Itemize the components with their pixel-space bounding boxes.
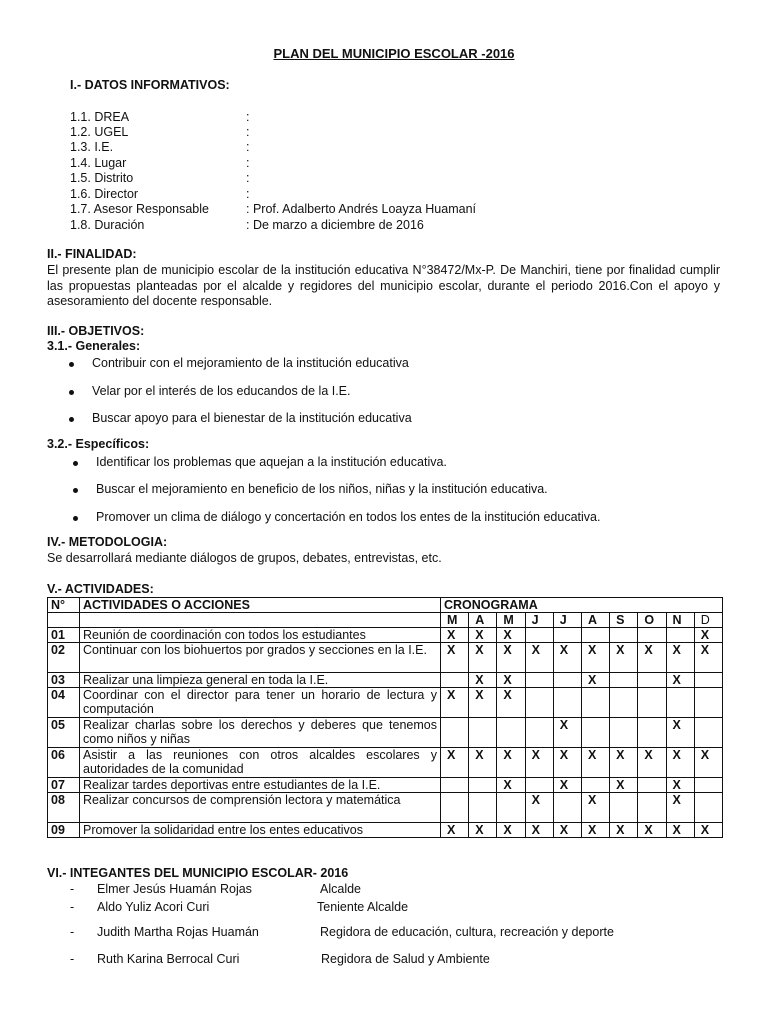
schedule-mark xyxy=(525,688,553,718)
schedule-mark: X xyxy=(497,673,525,688)
bullet-icon xyxy=(69,390,74,395)
section-metodologia-heading: IV.- METODOLOGIA: xyxy=(47,535,168,549)
table-row xyxy=(48,673,723,688)
schedule-mark: X xyxy=(553,778,581,793)
table-row xyxy=(48,748,723,778)
schedule-mark: X xyxy=(666,748,694,778)
activity-description: Realizar una limpieza general en toda la I.E. xyxy=(80,673,441,688)
schedule-mark: X xyxy=(581,643,609,673)
schedule-mark xyxy=(553,688,581,718)
section-datos-heading: I.- DATOS INFORMATIVOS: xyxy=(70,78,230,92)
schedule-mark: X xyxy=(497,628,525,643)
schedule-mark xyxy=(638,718,666,748)
schedule-mark xyxy=(441,673,469,688)
section-objetivos-heading: III.- OBJETIVOS: xyxy=(47,324,145,338)
schedule-mark: X xyxy=(638,748,666,778)
section-integrantes-heading: VI.- INTEGANTES DEL MUNICIPIO ESCOLAR- 2016 xyxy=(47,866,349,880)
col-activity-header: ACTIVIDADES O ACCIONES xyxy=(80,598,441,613)
schedule-mark xyxy=(441,718,469,748)
table-cell xyxy=(80,613,441,628)
schedule-mark xyxy=(469,793,497,823)
schedule-mark xyxy=(525,673,553,688)
schedule-mark xyxy=(694,688,722,718)
schedule-mark xyxy=(553,628,581,643)
month-header: N xyxy=(666,613,694,628)
schedule-mark: X xyxy=(666,823,694,838)
schedule-mark xyxy=(694,778,722,793)
schedule-mark: X xyxy=(469,748,497,778)
schedule-mark: X xyxy=(694,628,722,643)
schedule-mark xyxy=(694,673,722,688)
activities-table xyxy=(47,597,723,838)
table-row xyxy=(48,628,723,643)
schedule-mark xyxy=(638,688,666,718)
activity-number: 02 xyxy=(48,643,80,673)
schedule-mark xyxy=(694,718,722,748)
table-row xyxy=(48,778,723,793)
schedule-mark: X xyxy=(553,643,581,673)
schedule-mark: X xyxy=(610,643,638,673)
activity-number: 07 xyxy=(48,778,80,793)
schedule-mark xyxy=(497,718,525,748)
schedule-mark: X xyxy=(497,688,525,718)
month-header: D xyxy=(694,613,722,628)
month-header: J xyxy=(525,613,553,628)
table-row xyxy=(48,718,723,748)
schedule-mark xyxy=(441,793,469,823)
schedule-mark: X xyxy=(469,823,497,838)
schedule-mark: X xyxy=(441,823,469,838)
activity-description: Realizar tardes deportivas entre estudiantes de la I.E. xyxy=(80,778,441,793)
schedule-mark: X xyxy=(525,748,553,778)
schedule-mark xyxy=(581,718,609,748)
table-row xyxy=(48,688,723,718)
schedule-mark: X xyxy=(581,673,609,688)
table-cell xyxy=(48,613,80,628)
schedule-mark xyxy=(581,688,609,718)
schedule-mark: X xyxy=(553,718,581,748)
schedule-mark: X xyxy=(666,673,694,688)
activity-description: Promover la solidaridad entre los entes educativos xyxy=(80,823,441,838)
activity-number: 08 xyxy=(48,793,80,823)
schedule-mark: X xyxy=(441,628,469,643)
bullet-icon xyxy=(69,362,74,367)
schedule-mark: X xyxy=(553,823,581,838)
schedule-mark: X xyxy=(497,778,525,793)
activity-number: 06 xyxy=(48,748,80,778)
schedule-mark xyxy=(666,628,694,643)
activity-description: Realizar charlas sobre los derechos y deberes que tenemos como niños y niñas xyxy=(80,718,441,748)
schedule-mark: X xyxy=(469,643,497,673)
schedule-mark: X xyxy=(581,748,609,778)
schedule-mark xyxy=(525,718,553,748)
schedule-mark: X xyxy=(694,823,722,838)
schedule-mark: X xyxy=(694,748,722,778)
bullet-icon xyxy=(73,488,78,493)
schedule-mark: X xyxy=(441,688,469,718)
schedule-mark xyxy=(610,793,638,823)
activity-description: Continuar con los biohuertos por grados y secciones en la I.E. xyxy=(80,643,441,673)
page-title: PLAN DEL MUNICIPIO ESCOLAR -2016 xyxy=(273,46,515,61)
col-num-header: N° xyxy=(48,598,80,613)
schedule-mark: X xyxy=(666,793,694,823)
schedule-mark xyxy=(610,628,638,643)
month-header: M xyxy=(497,613,525,628)
schedule-mark: X xyxy=(610,748,638,778)
schedule-mark: X xyxy=(525,823,553,838)
activity-number: 05 xyxy=(48,718,80,748)
schedule-mark: X xyxy=(525,643,553,673)
schedule-mark xyxy=(610,718,638,748)
schedule-mark xyxy=(610,673,638,688)
schedule-mark: X xyxy=(497,823,525,838)
schedule-mark: X xyxy=(581,823,609,838)
schedule-mark: X xyxy=(553,748,581,778)
schedule-mark: X xyxy=(666,778,694,793)
activity-description: Coordinar con el director para tener un horario de lectura y computación xyxy=(80,688,441,718)
month-header: M xyxy=(441,613,469,628)
schedule-mark: X xyxy=(638,823,666,838)
metodologia-text: Se desarrollará mediante diálogos de grupos, debates, entrevistas, etc. xyxy=(47,551,442,565)
schedule-mark: X xyxy=(610,778,638,793)
table-row xyxy=(48,793,723,823)
schedule-mark: X xyxy=(469,628,497,643)
schedule-mark xyxy=(469,778,497,793)
schedule-mark: X xyxy=(694,643,722,673)
schedule-mark xyxy=(553,793,581,823)
schedule-mark: X xyxy=(581,793,609,823)
schedule-mark: X xyxy=(469,688,497,718)
schedule-mark xyxy=(525,628,553,643)
schedule-mark: X xyxy=(666,643,694,673)
schedule-mark xyxy=(469,718,497,748)
schedule-mark: X xyxy=(497,643,525,673)
schedule-mark xyxy=(638,793,666,823)
schedule-mark xyxy=(666,688,694,718)
schedule-mark xyxy=(553,673,581,688)
section-actividades-heading: V.- ACTIVIDADES: xyxy=(47,582,154,596)
schedule-mark: X xyxy=(441,748,469,778)
activity-description: Realizar concursos de comprensión lectora y matemática xyxy=(80,793,441,823)
schedule-mark xyxy=(525,778,553,793)
schedule-mark xyxy=(694,793,722,823)
schedule-mark xyxy=(638,778,666,793)
schedule-mark xyxy=(610,688,638,718)
schedule-mark xyxy=(638,673,666,688)
month-header: A xyxy=(469,613,497,628)
table-row xyxy=(48,823,723,838)
activity-number: 01 xyxy=(48,628,80,643)
table-row xyxy=(48,643,723,673)
activity-description: Reunión de coordinación con todos los estudiantes xyxy=(80,628,441,643)
month-header: A xyxy=(581,613,609,628)
schedule-mark: X xyxy=(638,643,666,673)
bullet-icon xyxy=(73,461,78,466)
month-header: J xyxy=(553,613,581,628)
general-objectives-heading: 3.1.- Generales: xyxy=(47,339,141,353)
activity-number: 09 xyxy=(48,823,80,838)
schedule-mark xyxy=(497,793,525,823)
activity-description: Asistir a las reuniones con otros alcaldes escolares y autoridades de la comunidad xyxy=(80,748,441,778)
finalidad-paragraph: El presente plan de municipio escolar de la institución educativa N°38472/Mx-P. De Manchiri, tiene por finalidad cumplir las propuestas planteadas por el alcalde y regidores del municipio escolar, durante el periodo 2016.Con el apoyo y asesoramiento del docente responsable. xyxy=(47,263,720,308)
activity-number: 04 xyxy=(48,688,80,718)
schedule-mark: X xyxy=(497,748,525,778)
schedule-mark: X xyxy=(469,673,497,688)
schedule-mark: X xyxy=(610,823,638,838)
schedule-mark: X xyxy=(525,793,553,823)
schedule-mark: X xyxy=(666,718,694,748)
col-schedule-header: CRONOGRAMA xyxy=(441,598,723,613)
bullet-icon xyxy=(73,516,78,521)
bullet-icon xyxy=(69,417,74,422)
schedule-mark xyxy=(581,778,609,793)
schedule-mark xyxy=(581,628,609,643)
month-header: O xyxy=(638,613,666,628)
schedule-mark: X xyxy=(441,643,469,673)
month-header: S xyxy=(610,613,638,628)
specific-objectives-heading: 3.2.- Específicos: xyxy=(47,437,150,451)
schedule-mark xyxy=(441,778,469,793)
schedule-mark xyxy=(638,628,666,643)
activity-number: 03 xyxy=(48,673,80,688)
section-finalidad-heading: II.- FINALIDAD: xyxy=(47,247,137,261)
